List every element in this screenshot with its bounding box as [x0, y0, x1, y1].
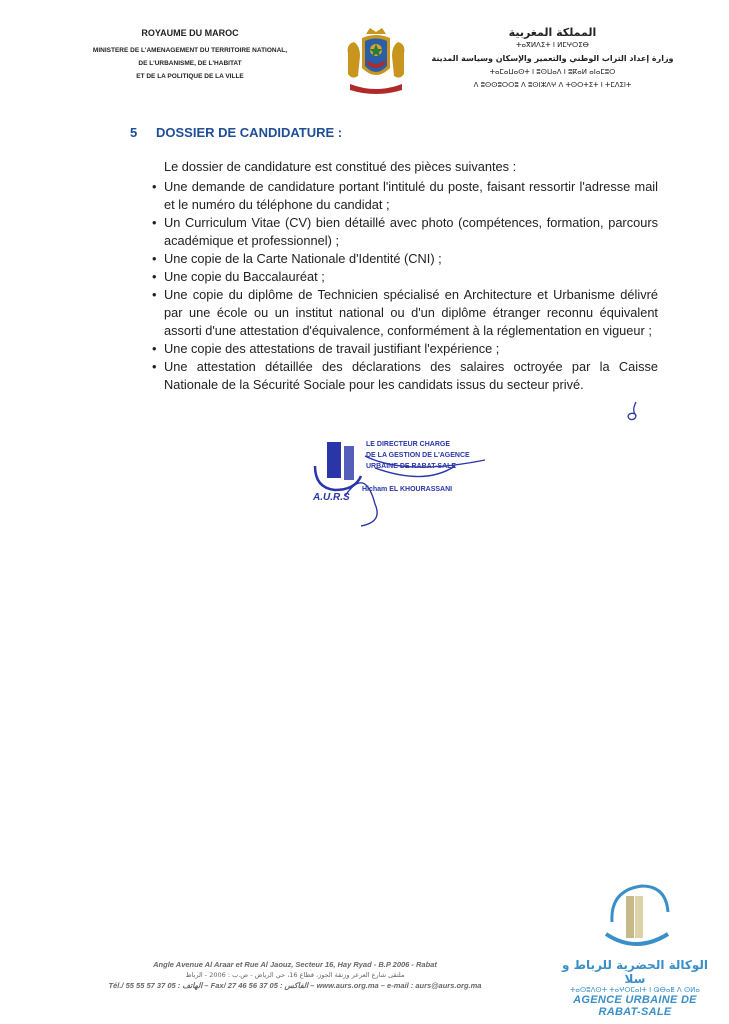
footer-address-fr: Angle Avenue Al Araar et Rue Al Jaouz, Secteur 16, Hay Ryad - B.P 2006 - Rabat	[153, 960, 437, 969]
kingdom-title-arabic: المملكة المغربية	[508, 26, 597, 39]
ministry-line-1: MINISTERE DE L'AMENAGEMENT DU TERRITOIRE NATIONAL,	[92, 47, 288, 54]
ministry-tifinagh-2: ⴷ ⵓⵙⵙⵓⵔⵔⵓ ⴷ ⵓⵙⵏⵣⴷⵖ ⴷ ⵜⵙⵔⵜⵉⵜ ⵏ ⵜⵎⴷⵉⵏⵜ	[473, 81, 632, 89]
agency-name-tifinagh: ⵜⴰⵙⵓⴷⵙⵜ ⵜⴰⵖⵔⵎⴰⵏⵜ ⵏ ⵕⴱⴰⵟ ⴷ ⵙⵍⴰ	[570, 986, 700, 994]
header-left	[40, 28, 340, 83]
stamp-line-1: LE DIRECTEUR CHARGE	[366, 441, 451, 448]
list-item: • Une copie de la Carte Nationale d'Identité (CNI) ;	[150, 250, 658, 268]
stamp-logo-text: A.U.R.S	[313, 492, 350, 503]
ministry-line-2: DE L'URBANISME, DE L'HABITAT	[138, 60, 242, 67]
ministry-arabic: وزارة إعداد التراب الوطني والتعمير والإسكان وسياسة المدينة	[431, 54, 674, 63]
agency-name-arabic: الوكالة الحضرية للرباط و سلا	[561, 958, 709, 986]
candidature-content	[150, 158, 658, 394]
agency-brand	[555, 958, 715, 1018]
list-item: • Une copie du diplôme de Technicien spécialisé en Architecture et Urbanisme délivré par une école ou un institut national ou d'un diplôme étranger reconnu équivalent assorti d'une attestation d'équivalence, conformément à la réglementation en vigueur ;	[150, 286, 658, 340]
intro-text: Le dossier de candidature est constitué des pièces suivantes :	[164, 159, 517, 174]
section-title: DOSSIER DE CANDIDATURE :	[156, 125, 343, 140]
footer-contact: Tél./ الهاتف : 05 37 57 55 55 – Fax/ الفاكس : 05 37 56 46 27 – www.aurs.org.ma – e-mail : aurs@aurs.org.ma	[108, 981, 482, 990]
handwritten-mark-icon	[622, 400, 642, 422]
footer	[40, 960, 550, 990]
pieces-list	[150, 178, 658, 394]
list-item: • Un Curriculum Vitae (CV) bien détaillé avec photo (compétences, formation, parcours académique et professionnel) ;	[150, 214, 658, 250]
ministry-line-3: ET DE LA POLITIQUE DE LA VILLE	[136, 73, 244, 80]
moroccan-coat-of-arms-icon	[340, 24, 412, 98]
list-item: • Une demande de candidature portant l'intitulé du poste, faisant ressortir l'adresse mail et le numéro du téléphone du candidat ;	[150, 178, 658, 214]
section-number: 5	[130, 125, 138, 140]
footer-address-ar: ملتقى شارع العرعر وزنقة الجوز، قطاع 16، حي الرياض - ص.ب : 2006 - الرباط	[185, 971, 405, 979]
section-heading	[130, 125, 342, 140]
header-right	[420, 26, 685, 92]
list-item: • Une copie des attestations de travail justifiant l'expérience ;	[150, 340, 658, 358]
kingdom-title-tifinagh: ⵜⴰⴳⵍⴷⵉⵜ ⵏ ⵍⵎⵖⵔⵉⴱ	[516, 41, 589, 49]
agency-tower-logo-icon	[602, 882, 672, 954]
list-item: • Une copie du Baccalauréat ;	[150, 268, 658, 286]
kingdom-title: ROYAUME DU MAROC	[141, 28, 239, 38]
list-item: • Une attestation détaillée des déclarations des salaires octroyée par la Caisse Nationale de la Sécurité Sociale pour les candidats issus du secteur privé.	[150, 358, 658, 394]
ministry-tifinagh-1: ⵜⴰⵎⴰⵡⴰⵙⵜ ⵏ ⵓⵙⵡⴰⴷ ⵏ ⵓⴽⴰⵍ ⴰⵏⴰⵎⵓⵔ	[489, 68, 616, 76]
stamp-line-3: URBAINE DE RABAT-SALE	[366, 463, 457, 470]
signatory-name: Hicham EL KHOURASSANI	[362, 486, 453, 493]
stamp-line-2: DE LA GESTION DE L'AGENCE	[366, 452, 470, 459]
agency-name-french: AGENCE URBAINE DE RABAT-SALE	[573, 994, 697, 1018]
